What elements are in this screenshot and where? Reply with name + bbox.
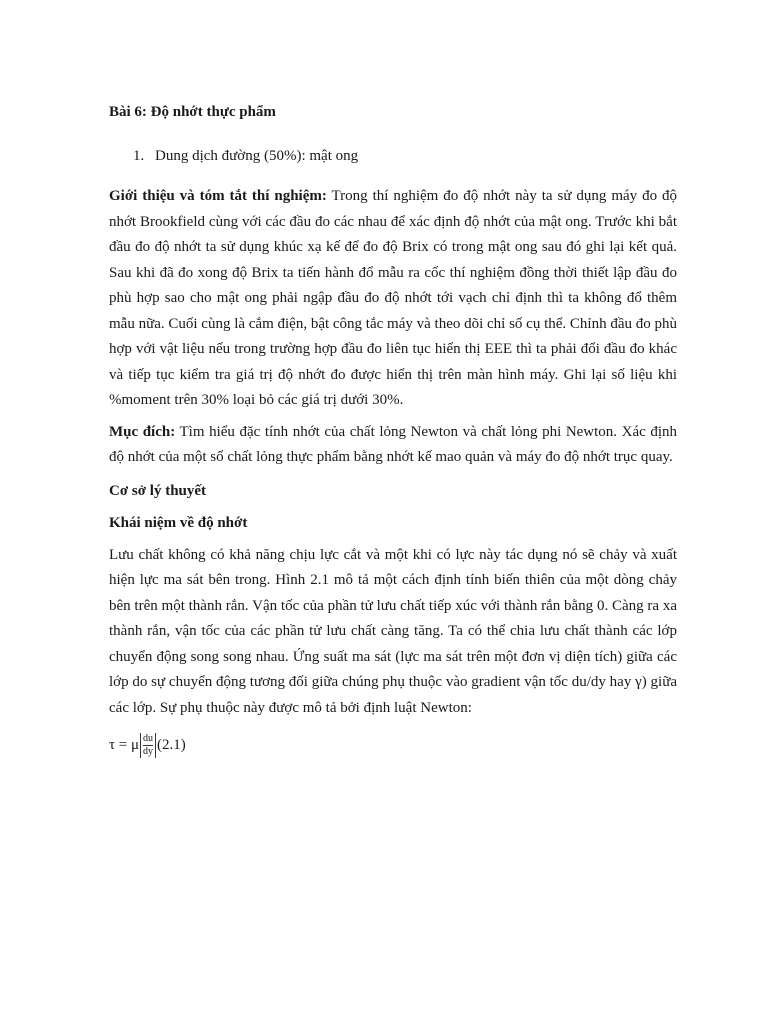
purpose-label: Mục đích: (109, 423, 176, 440)
velocity-gradient-fraction (140, 733, 156, 758)
list-item (109, 140, 677, 172)
fraction-denominator: dy (143, 745, 154, 757)
intro-label: Giới thiệu và tóm tắt thí nghiệm: (109, 188, 327, 204)
concept-heading: Khái niệm về độ nhớt (109, 514, 248, 531)
intro-text: Trong thí nghiệm đo độ nhớt này ta sử dụng máy đo độ nhớt Brookfield cùng với các đầu đo các nhau để xác định độ nhớt của mật ong. Trước khi bắt đầu đo độ nhớt ta sử dụng khúc xạ kế để đo độ Brix có trong mật ong sau đó ghi lại kết quả. Sau khi đã đo xong độ Brix ta tiến hành đổ mẫu ra cốc thí nghiệm đồng thời thiết lập đầu đo phù hợp sao cho mật ong phải ngập đầu đo độ nhớt tới vạch chỉ định thì ta không đổ thêm mẫu nữa. Cuối cùng là cắm điện, bật công tắc máy và theo dõi chỉ số cụ thể. Chỉnh đầu đo phù hợp với vật liệu nếu trong trường hợp đầu đo liên tục hiển thị EEE thì ta phải đổi đầu đo khác và tiếp tục kiểm tra giá trị độ nhớt đo được hiển thị trên màn hình máy. Ghi lại số liệu khi %moment trên 30% loại bỏ các giá trị dưới 30%. (109, 188, 677, 408)
intro-paragraph (109, 184, 677, 414)
formula-number: (2.1) (157, 737, 186, 753)
page-title: Bài 6: Độ nhớt thực phẩm (109, 104, 276, 120)
purpose-text: Tìm hiểu đặc tính nhớt của chất lỏng Newton và chất lỏng phi Newton. Xác định độ nhớt của một số chất lỏng thực phẩm bằng nhớt kế mao quản và máy đo độ nhớt trục quay. (109, 423, 677, 465)
document-page (109, 96, 677, 759)
list-item-text: Dung dịch đường (50%): mật ong (155, 148, 359, 164)
purpose-paragraph (109, 420, 677, 471)
concept-paragraph: Lưu chất không có khả năng chịu lực cắt và một khi có lực này tác dụng nó sẽ chảy và xuất hiện lực ma sát bên trong. Hình 2.1 mô tả một cách định tính biến thiên của một dòng chảy bên trên một thành rắn. Vận tốc của phần tử lưu chất tiếp xúc với thành rắn bằng 0. Càng ra xa thành rắn, vận tốc của các phần tử lưu chất càng tăng. Ta có thể chia lưu chất thành các lớp chuyển động song song nhau. Ứng suất ma sát (lực ma sát trên một đơn vị diện tích) giữa các lớp do sự chuyển động tương đối giữa chúng phụ thuộc vào gradient vận tốc du/dy hay γ) giữa các lớp. Sự phụ thuộc này được mô tả bởi định luật Newton: (109, 546, 677, 716)
list-item-number: 1. (133, 148, 145, 164)
newton-formula (109, 731, 677, 759)
fraction-numerator: du (143, 732, 154, 744)
theory-heading: Cơ sở lý thuyết (109, 482, 207, 499)
formula-lhs: τ = μ (109, 737, 140, 753)
